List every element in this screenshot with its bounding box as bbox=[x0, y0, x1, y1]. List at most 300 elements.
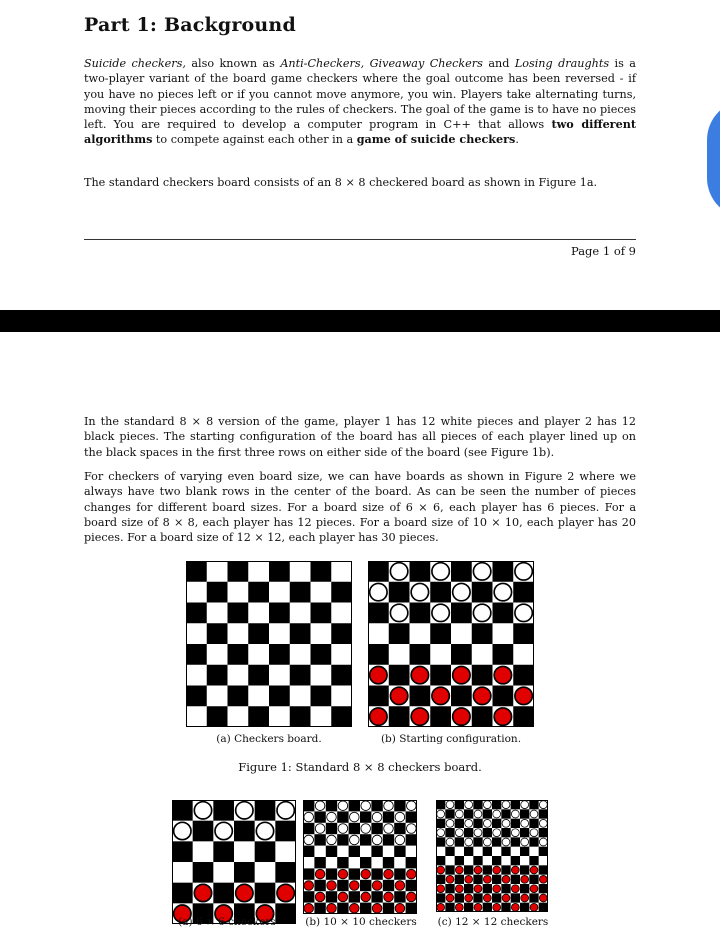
dark-square bbox=[371, 800, 382, 811]
dark-square bbox=[501, 865, 510, 874]
dark-square bbox=[501, 809, 510, 818]
red-piece bbox=[446, 894, 454, 902]
dark-square bbox=[473, 875, 482, 884]
dark-square bbox=[290, 706, 311, 727]
dark-square bbox=[483, 884, 492, 893]
dark-square bbox=[511, 837, 520, 846]
dark-square bbox=[539, 865, 548, 874]
dark-square bbox=[303, 868, 314, 879]
dark-square bbox=[337, 880, 348, 891]
dark-square bbox=[483, 847, 492, 856]
dark-square bbox=[455, 837, 464, 846]
dark-square bbox=[501, 828, 510, 837]
red-piece bbox=[361, 869, 371, 879]
white-piece bbox=[502, 838, 510, 846]
dark-square bbox=[492, 856, 501, 865]
dark-square bbox=[228, 561, 249, 582]
red-piece bbox=[502, 875, 510, 883]
dark-square bbox=[451, 644, 472, 665]
dark-square bbox=[520, 809, 529, 818]
dark-square bbox=[430, 582, 451, 603]
dark-square bbox=[473, 800, 482, 809]
red-piece bbox=[521, 894, 529, 902]
dark-square bbox=[472, 665, 493, 686]
white-piece bbox=[530, 810, 538, 818]
red-piece bbox=[372, 904, 382, 914]
dark-square bbox=[445, 865, 454, 874]
dark-square bbox=[349, 868, 360, 879]
white-piece bbox=[502, 819, 510, 827]
dark-square bbox=[303, 846, 314, 857]
dark-square bbox=[394, 868, 405, 879]
dark-square bbox=[513, 582, 534, 603]
dark-square bbox=[303, 891, 314, 902]
dark-square bbox=[430, 623, 451, 644]
dark-square bbox=[520, 884, 529, 893]
dark-square bbox=[501, 884, 510, 893]
white-piece bbox=[493, 810, 501, 818]
dark-square bbox=[436, 856, 445, 865]
red-piece bbox=[395, 904, 405, 914]
dark-square bbox=[511, 875, 520, 884]
white-piece bbox=[315, 801, 325, 811]
dark-square bbox=[337, 903, 348, 914]
white-piece bbox=[194, 802, 211, 819]
dark-square bbox=[311, 644, 332, 665]
white-piece bbox=[372, 812, 382, 822]
dark-square bbox=[451, 603, 472, 624]
red-piece bbox=[455, 866, 463, 874]
dark-square bbox=[473, 856, 482, 865]
red-piece bbox=[370, 666, 387, 683]
dark-square bbox=[529, 837, 538, 846]
red-piece bbox=[474, 903, 482, 911]
dark-square bbox=[269, 603, 290, 624]
caption-2b: (b) 10 × 10 checkers bbox=[305, 916, 417, 928]
red-piece bbox=[455, 885, 463, 893]
dark-square bbox=[410, 644, 431, 665]
dark-square bbox=[207, 623, 228, 644]
dark-square bbox=[529, 893, 538, 902]
white-piece bbox=[446, 819, 454, 827]
dark-square bbox=[492, 837, 501, 846]
dark-square bbox=[349, 800, 360, 811]
dark-square bbox=[445, 903, 454, 912]
dark-square bbox=[331, 623, 352, 644]
dark-square bbox=[326, 868, 337, 879]
white-piece bbox=[437, 810, 445, 818]
dark-square bbox=[326, 800, 337, 811]
dark-square bbox=[248, 623, 269, 644]
red-piece bbox=[446, 875, 454, 883]
dark-square bbox=[290, 665, 311, 686]
dark-square bbox=[473, 837, 482, 846]
red-piece bbox=[236, 884, 253, 901]
dark-square bbox=[303, 823, 314, 834]
white-piece bbox=[521, 819, 529, 827]
red-piece bbox=[539, 875, 547, 883]
dark-square bbox=[511, 819, 520, 828]
dark-square bbox=[430, 665, 451, 686]
document-page-1 bbox=[0, 0, 720, 310]
dark-square bbox=[314, 834, 325, 845]
dark-square bbox=[172, 841, 193, 862]
dark-square bbox=[228, 603, 249, 624]
dark-square bbox=[464, 903, 473, 912]
dark-square bbox=[360, 811, 371, 822]
dark-square bbox=[383, 857, 394, 868]
white-piece bbox=[372, 835, 382, 845]
red-piece bbox=[327, 881, 337, 891]
dark-square bbox=[394, 823, 405, 834]
dark-square bbox=[493, 686, 514, 707]
white-piece bbox=[174, 822, 191, 839]
dark-square bbox=[451, 686, 472, 707]
dark-square bbox=[436, 875, 445, 884]
dark-square bbox=[326, 846, 337, 857]
dark-square bbox=[472, 706, 493, 727]
dark-square bbox=[248, 706, 269, 727]
dark-square bbox=[234, 821, 255, 842]
dark-square bbox=[394, 800, 405, 811]
figure-1-caption: Figure 1: Standard 8 × 8 checkers board. bbox=[238, 760, 482, 774]
red-piece bbox=[437, 866, 445, 874]
dark-square bbox=[326, 891, 337, 902]
white-piece bbox=[407, 801, 417, 811]
dark-square bbox=[228, 644, 249, 665]
dark-square bbox=[501, 847, 510, 856]
white-piece bbox=[350, 812, 360, 822]
red-piece bbox=[539, 894, 547, 902]
intro-paragraph: Suicide checkers, also known as Anti-Checkers, Giveaway Checkers and Losing draughts is a two-player variant of the board game checkers where the goal outcome has been reversed - if you have no pieces left or if you cannot move anymore, you win. Players take alternating turns, moving their pieces according to the rules of checkers. The goal of the game is to have no pieces left. You are required to develop a computer program in C++ that allows two different algorithms to compete against each other in a game of suicide checkers. bbox=[84, 57, 636, 147]
dark-square bbox=[360, 834, 371, 845]
red-piece bbox=[530, 903, 538, 911]
dark-square bbox=[529, 819, 538, 828]
dark-square bbox=[207, 582, 228, 603]
red-piece bbox=[411, 666, 428, 683]
dark-square bbox=[207, 706, 228, 727]
dark-square bbox=[493, 561, 514, 582]
dark-square bbox=[455, 875, 464, 884]
dark-square bbox=[207, 665, 228, 686]
dark-square bbox=[410, 603, 431, 624]
dark-square bbox=[436, 893, 445, 902]
dark-square bbox=[311, 603, 332, 624]
white-piece bbox=[483, 819, 491, 827]
dark-square bbox=[337, 811, 348, 822]
white-piece bbox=[483, 838, 491, 846]
dark-square bbox=[314, 857, 325, 868]
dark-square bbox=[186, 686, 207, 707]
dark-square bbox=[383, 834, 394, 845]
white-piece bbox=[327, 835, 337, 845]
dark-square bbox=[269, 686, 290, 707]
term-anti-checkers: Anti-Checkers, Giveaway Checkers bbox=[280, 57, 483, 70]
dark-square bbox=[472, 582, 493, 603]
dark-square bbox=[483, 903, 492, 912]
dark-square bbox=[406, 834, 417, 845]
dark-square bbox=[451, 561, 472, 582]
white-piece bbox=[455, 829, 463, 837]
standard-game-paragraph: In the standard 8 × 8 version of the game, player 1 has 12 white pieces and player 2 has 12 black pieces. The starting configuration of the board has all pieces of each player lined up on the black spaces in the first three rows on either side of the board (see Figure 1b). bbox=[84, 415, 636, 459]
red-piece bbox=[304, 881, 314, 891]
dark-square bbox=[389, 706, 410, 727]
red-piece bbox=[453, 666, 470, 683]
red-piece bbox=[407, 869, 417, 879]
dark-square bbox=[331, 665, 352, 686]
bold-game-suicide-checkers: game of suicide checkers bbox=[356, 132, 516, 147]
caption-2a: (a) 6 × 6 checkers bbox=[178, 916, 276, 928]
dark-square bbox=[430, 706, 451, 727]
red-piece bbox=[372, 881, 382, 891]
dark-square bbox=[483, 809, 492, 818]
dark-square bbox=[389, 665, 410, 686]
dark-square bbox=[337, 834, 348, 845]
dark-square bbox=[406, 811, 417, 822]
dark-square bbox=[436, 837, 445, 846]
dark-square bbox=[368, 603, 389, 624]
dark-square bbox=[492, 819, 501, 828]
white-piece bbox=[236, 802, 253, 819]
dark-square bbox=[311, 561, 332, 582]
white-piece bbox=[361, 801, 371, 811]
page-divider bbox=[0, 310, 720, 332]
dark-square bbox=[371, 891, 382, 902]
dark-square bbox=[520, 903, 529, 912]
dark-square bbox=[436, 800, 445, 809]
red-piece bbox=[521, 875, 529, 883]
dark-square bbox=[464, 828, 473, 837]
dark-square bbox=[314, 811, 325, 822]
dark-square bbox=[186, 644, 207, 665]
white-piece bbox=[515, 563, 532, 580]
dark-square bbox=[331, 706, 352, 727]
white-piece bbox=[511, 829, 519, 837]
dark-square bbox=[394, 846, 405, 857]
dark-square bbox=[314, 880, 325, 891]
white-piece bbox=[465, 819, 473, 827]
white-piece bbox=[455, 810, 463, 818]
dark-square bbox=[406, 857, 417, 868]
red-piece bbox=[304, 904, 314, 914]
white-piece bbox=[256, 822, 273, 839]
white-piece bbox=[494, 583, 511, 600]
dark-square bbox=[513, 623, 534, 644]
white-piece bbox=[327, 812, 337, 822]
red-piece bbox=[474, 885, 482, 893]
red-piece bbox=[350, 904, 360, 914]
dark-square bbox=[213, 883, 234, 904]
red-piece bbox=[315, 892, 325, 902]
dark-square bbox=[483, 828, 492, 837]
white-piece bbox=[407, 824, 417, 834]
dark-square bbox=[436, 819, 445, 828]
dark-square bbox=[472, 623, 493, 644]
dark-square bbox=[290, 582, 311, 603]
dark-square bbox=[326, 823, 337, 834]
red-piece bbox=[327, 904, 337, 914]
white-piece bbox=[493, 829, 501, 837]
dark-square bbox=[529, 875, 538, 884]
checkers-board-12x12 bbox=[436, 800, 548, 912]
red-piece bbox=[493, 885, 501, 893]
dark-square bbox=[383, 903, 394, 914]
dark-square bbox=[492, 875, 501, 884]
dark-square bbox=[464, 865, 473, 874]
red-piece bbox=[361, 892, 371, 902]
dark-square bbox=[464, 847, 473, 856]
caption-2c: (c) 12 × 12 checkers bbox=[437, 916, 549, 928]
dark-square bbox=[371, 846, 382, 857]
red-piece bbox=[511, 903, 519, 911]
dark-square bbox=[520, 847, 529, 856]
dark-square bbox=[529, 856, 538, 865]
red-piece bbox=[483, 875, 491, 883]
dark-square bbox=[368, 561, 389, 582]
dark-square bbox=[371, 868, 382, 879]
dark-square bbox=[513, 665, 534, 686]
white-piece bbox=[511, 810, 519, 818]
red-piece bbox=[493, 903, 501, 911]
dark-square bbox=[360, 880, 371, 891]
white-piece bbox=[521, 801, 529, 809]
dark-square bbox=[394, 891, 405, 902]
dark-square bbox=[248, 665, 269, 686]
caption-1b: (b) Starting configuration. bbox=[380, 733, 522, 745]
dark-square bbox=[492, 893, 501, 902]
dark-square bbox=[520, 828, 529, 837]
board-description: The standard checkers board consists of an 8 × 8 checkered board as shown in Figure 1a. bbox=[84, 176, 598, 189]
dark-square bbox=[337, 857, 348, 868]
dark-square bbox=[186, 603, 207, 624]
red-piece bbox=[432, 687, 449, 704]
dark-square bbox=[501, 903, 510, 912]
red-piece bbox=[277, 884, 294, 901]
dark-square bbox=[186, 561, 207, 582]
red-piece bbox=[411, 708, 428, 725]
dark-square bbox=[389, 623, 410, 644]
white-piece bbox=[530, 829, 538, 837]
white-piece bbox=[446, 838, 454, 846]
red-piece bbox=[502, 894, 510, 902]
dark-square bbox=[511, 800, 520, 809]
dark-square bbox=[172, 883, 193, 904]
document-page-2 bbox=[0, 332, 720, 935]
white-piece bbox=[361, 824, 371, 834]
red-piece bbox=[494, 666, 511, 683]
dark-square bbox=[520, 865, 529, 874]
dark-square bbox=[303, 800, 314, 811]
dark-square bbox=[213, 841, 234, 862]
dark-square bbox=[248, 582, 269, 603]
white-piece bbox=[521, 838, 529, 846]
section-heading: Part 1: Background bbox=[84, 14, 296, 36]
dark-square bbox=[213, 800, 234, 821]
dark-square bbox=[492, 800, 501, 809]
dark-square bbox=[539, 884, 548, 893]
dark-square bbox=[360, 903, 371, 914]
white-piece bbox=[338, 824, 348, 834]
page-number: Page 1 of 9 bbox=[570, 244, 636, 258]
white-piece bbox=[215, 822, 232, 839]
dark-square bbox=[406, 903, 417, 914]
white-piece bbox=[465, 801, 473, 809]
white-piece bbox=[384, 824, 394, 834]
red-piece bbox=[465, 894, 473, 902]
dark-square bbox=[539, 847, 548, 856]
red-piece bbox=[465, 875, 473, 883]
white-piece bbox=[304, 812, 314, 822]
dark-square bbox=[371, 823, 382, 834]
red-piece bbox=[390, 687, 407, 704]
red-piece bbox=[338, 892, 348, 902]
checkers-board-empty bbox=[186, 561, 352, 727]
white-piece bbox=[502, 801, 510, 809]
term-suicide-checkers: Suicide checkers, bbox=[84, 57, 186, 70]
white-piece bbox=[432, 563, 449, 580]
dark-square bbox=[464, 884, 473, 893]
white-piece bbox=[539, 819, 547, 827]
board-sizes-paragraph: For checkers of varying even board size, we can have boards as shown in Figure 2 where we always have two blank rows in the center of the board. As can be seen the number of pieces changes for different board sizes. For a board size of 6 × 6, each player has 6 pieces. For a board size of 8 × 8, each player has 12 pieces. For a board size of 10 × 10, each player has 20 pieces. For a board size of 12 × 12, each player has 30 pieces. bbox=[84, 470, 636, 545]
dark-square bbox=[483, 865, 492, 874]
dark-square bbox=[383, 811, 394, 822]
white-piece bbox=[390, 604, 407, 621]
white-piece bbox=[446, 801, 454, 809]
dark-square bbox=[539, 903, 548, 912]
white-piece bbox=[277, 802, 294, 819]
white-piece bbox=[384, 801, 394, 811]
red-piece bbox=[407, 892, 417, 902]
white-piece bbox=[465, 838, 473, 846]
checkers-board-6x6 bbox=[172, 800, 296, 924]
red-piece bbox=[350, 881, 360, 891]
dark-square bbox=[314, 903, 325, 914]
bold-two-algorithms: two different algorithms bbox=[84, 117, 636, 147]
dark-square bbox=[275, 862, 296, 883]
red-piece bbox=[338, 869, 348, 879]
white-piece bbox=[370, 583, 387, 600]
red-piece bbox=[395, 881, 405, 891]
dark-square bbox=[360, 857, 371, 868]
white-piece bbox=[539, 838, 547, 846]
red-piece bbox=[474, 866, 482, 874]
white-piece bbox=[473, 604, 490, 621]
dark-square bbox=[445, 809, 454, 818]
dark-square bbox=[464, 809, 473, 818]
dark-square bbox=[539, 809, 548, 818]
red-piece bbox=[437, 903, 445, 911]
white-piece bbox=[474, 829, 482, 837]
dark-square bbox=[455, 856, 464, 865]
dark-square bbox=[445, 884, 454, 893]
footer-rule bbox=[84, 239, 636, 240]
dark-square bbox=[255, 841, 276, 862]
dark-square bbox=[290, 623, 311, 644]
caption-1a: (a) Checkers board. bbox=[216, 733, 322, 745]
dark-square bbox=[349, 846, 360, 857]
dark-square bbox=[193, 862, 214, 883]
dark-square bbox=[513, 706, 534, 727]
red-piece bbox=[530, 885, 538, 893]
white-piece bbox=[432, 604, 449, 621]
dark-square bbox=[368, 686, 389, 707]
dark-square bbox=[406, 880, 417, 891]
white-piece bbox=[304, 835, 314, 845]
dark-square bbox=[455, 800, 464, 809]
red-piece bbox=[483, 894, 491, 902]
white-piece bbox=[411, 583, 428, 600]
red-piece bbox=[530, 866, 538, 874]
